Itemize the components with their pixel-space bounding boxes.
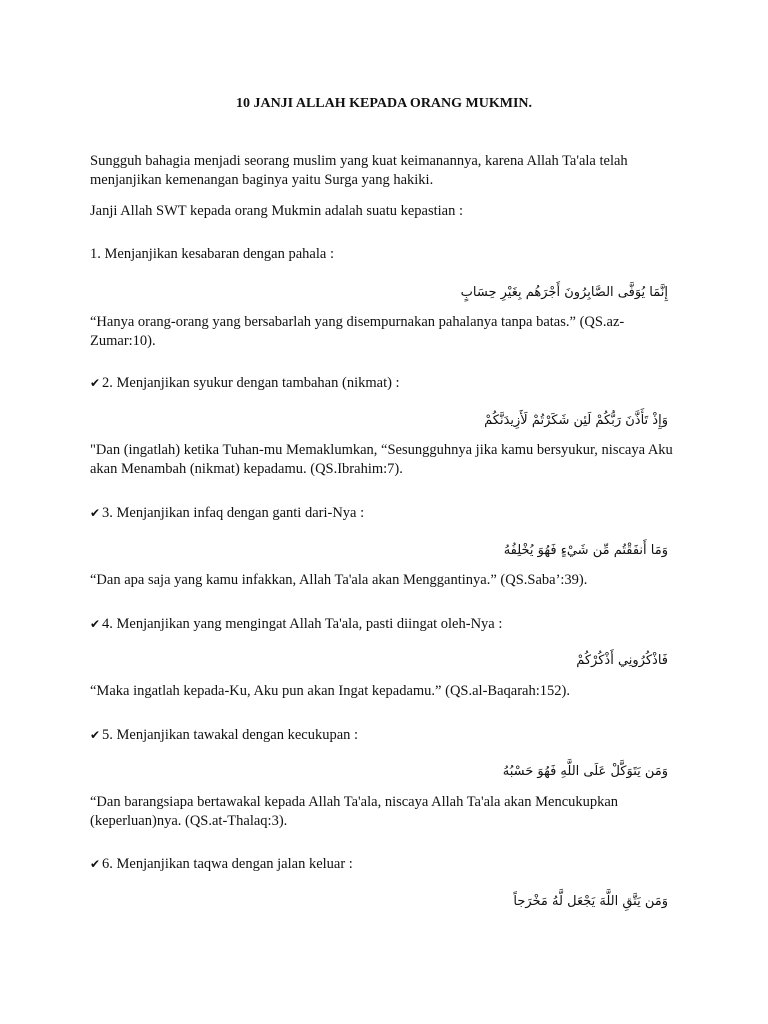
item-6-heading [90, 855, 680, 874]
intro-paragraph-1: Sungguh bahagia menjadi seorang muslim yang kuat keimanannya, karena Allah Ta'ala telah menjanjikan kemenangan baginya yaitu Surga yang hakiki. [90, 153, 628, 188]
item-4-arabic: فَاذْكُرُونِي أَذْكُرْكُمْ [576, 653, 668, 668]
item-2-heading [90, 374, 680, 393]
item-2-heading-text: 2. Menjanjikan syukur dengan tambahan (nikmat) : [102, 375, 400, 391]
check-mark-icon: ✔ [90, 857, 101, 871]
item-6-arabic: وَمَن يَتَّقِ اللَّهَ يَجْعَل لَّهُ مَخْرَجاً [513, 894, 668, 909]
item-5-arabic: وَمَن يَتَوَكَّلْ عَلَى اللَّهِ فَهُوَ حَسْبُهُ [502, 764, 668, 779]
item-4-translation: “Maka ingatlah kepada-Ku, Aku pun akan Ingat kepadamu.” (QS.al-Baqarah:152). [90, 683, 570, 699]
check-mark-icon: ✔ [90, 506, 101, 520]
check-mark-icon: ✔ [90, 617, 101, 631]
check-mark-icon: ✔ [90, 376, 101, 390]
check-mark-icon: ✔ [90, 728, 101, 742]
item-1-arabic: إِنَّمَا يُوَفَّى الصَّابِرُونَ أَجْرَهُم بِغَيْرِ حِسَابٍ [460, 285, 668, 300]
item-1-translation: “Hanya orang-orang yang bersabarlah yang disempurnakan pahalanya tanpa batas.” (QS.az-Zumar:10). [90, 314, 625, 349]
document-title: 10 JANJI ALLAH KEPADA ORANG MUKMIN. [235, 96, 533, 111]
item-5-heading [90, 726, 680, 745]
item-4-heading [90, 615, 680, 634]
item-1-heading: 1. Menjanjikan kesabaran dengan pahala : [90, 246, 334, 262]
item-3-arabic: وَمَا أَنفَقْتُم مِّن شَيْءٍ فَهُوَ يُخْلِفُهُ [503, 543, 668, 558]
item-4-heading-text: 4. Menjanjikan yang mengingat Allah Ta'ala, pasti diingat oleh-Nya : [102, 616, 503, 632]
item-5-heading-text: 5. Menjanjikan tawakal dengan kecukupan : [102, 727, 359, 743]
item-3-translation: “Dan apa saja yang kamu infakkan, Allah Ta'ala akan Menggantinya.” (QS.Saba’:39). [90, 572, 588, 588]
item-2-arabic: وَإِذْ تَأَذَّنَ رَبُّكُمْ لَئِن شَكَرْتُمْ لَأَزِيدَنَّكُمْ [484, 413, 668, 428]
item-3-heading [90, 504, 680, 523]
item-3-heading-text: 3. Menjanjikan infaq dengan ganti dari-Nya : [102, 505, 365, 521]
item-5-translation: “Dan barangsiapa bertawakal kepada Allah Ta'ala, niscaya Allah Ta'ala akan Mencukupkan (keperluan)nya. (QS.at-Thalaq:3). [90, 794, 619, 829]
intro-paragraph-2: Janji Allah SWT kepada orang Mukmin adalah suatu kepastian : [90, 203, 464, 219]
item-2-translation: "Dan (ingatlah) ketika Tuhan-mu Memaklumkan, “Sesungguhnya jika kamu bersyukur, niscaya Aku akan Menambah (nikmat) kepadamu. (QS.Ibrahim:7). [90, 442, 673, 477]
item-6-heading-text: 6. Menjanjikan taqwa dengan jalan keluar : [102, 856, 353, 872]
